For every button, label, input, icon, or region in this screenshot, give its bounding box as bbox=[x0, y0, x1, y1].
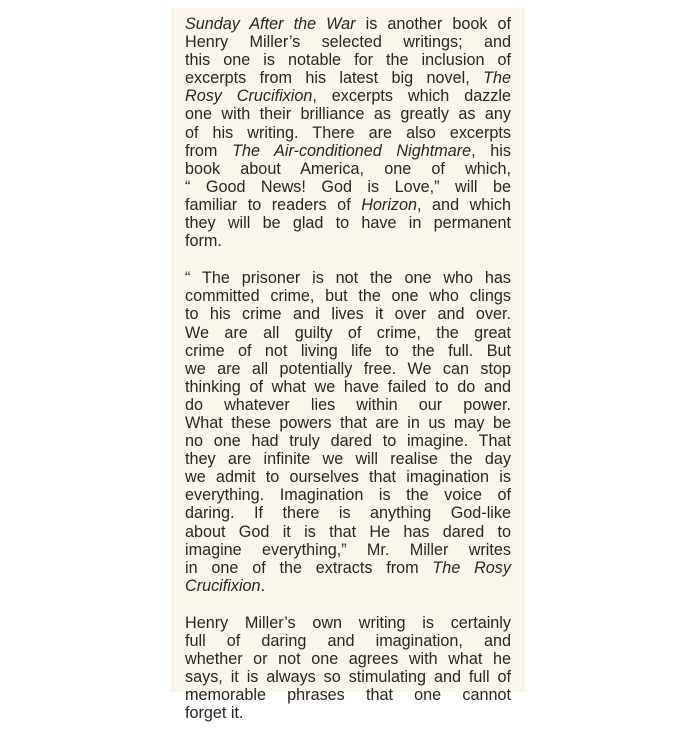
text-line bbox=[185, 160, 511, 178]
text-line bbox=[185, 51, 511, 69]
italic-title-text: The bbox=[483, 69, 511, 88]
text-segment: Henry Miller’s selected writings; and bbox=[185, 33, 511, 52]
text-segment: one with their brilliance as greatly as any bbox=[185, 105, 511, 124]
text-line bbox=[185, 450, 511, 468]
text-line bbox=[185, 486, 511, 504]
text-segment: is another book of bbox=[355, 15, 511, 33]
text-segment: form. bbox=[185, 232, 222, 251]
article-text bbox=[185, 15, 511, 741]
text-segment: imagine everything,” Mr. Miller writes bbox=[185, 540, 511, 559]
text-line bbox=[185, 287, 511, 305]
italic-title-text: Rosy Crucifixion bbox=[185, 87, 313, 106]
text-segment: committed crime, but the one who clings bbox=[185, 287, 511, 306]
text-segment: they will be glad to have in permanent bbox=[185, 214, 511, 233]
text-segment: , excerpts which dazzle bbox=[312, 87, 511, 106]
text-segment: whether or not one agrees with what he bbox=[185, 650, 511, 669]
text-segment: we are all potentially free. We can stop bbox=[185, 359, 511, 378]
text-segment: says, it is always so stimulating and full of bbox=[185, 668, 511, 687]
text-segment: memorable phrases that one cannot bbox=[185, 686, 511, 705]
text-line bbox=[185, 324, 511, 342]
text-segment: do whatever lies within our power. bbox=[185, 395, 511, 414]
text-line bbox=[185, 178, 511, 196]
text-line bbox=[185, 232, 511, 250]
text-segment: excerpts from his latest big novel, bbox=[185, 69, 484, 88]
text-line bbox=[185, 523, 511, 541]
text-line bbox=[185, 305, 511, 323]
text-segment: this one is notable for the inclusion of bbox=[185, 51, 511, 70]
text-segment: thinking of what we have failed to do and bbox=[185, 377, 511, 396]
text-line bbox=[185, 69, 511, 87]
text-line bbox=[185, 414, 511, 432]
text-segment: about God it is that He has dared to bbox=[185, 522, 511, 541]
text-line bbox=[185, 269, 511, 287]
text-line bbox=[185, 577, 511, 595]
text-line bbox=[185, 396, 511, 414]
text-line bbox=[185, 342, 511, 360]
text-segment: “ Good News! God is Love,” will be bbox=[185, 177, 511, 196]
text-segment: everything. Imagination is the voice of bbox=[185, 486, 511, 505]
text-line bbox=[185, 87, 511, 105]
text-line bbox=[185, 504, 511, 522]
text-line bbox=[185, 541, 511, 559]
text-line bbox=[185, 105, 511, 123]
text-line bbox=[185, 378, 511, 396]
text-line bbox=[185, 668, 511, 686]
text-line bbox=[185, 124, 511, 142]
text-line bbox=[185, 214, 511, 232]
text-line bbox=[185, 614, 511, 632]
text-line bbox=[185, 632, 511, 650]
text-line bbox=[185, 650, 511, 668]
text-line bbox=[185, 432, 511, 450]
text-line bbox=[185, 686, 511, 704]
text-segment: , his bbox=[471, 141, 511, 160]
text-segment: daring. If there is anything God-like bbox=[185, 504, 511, 523]
text-line bbox=[185, 559, 511, 577]
italic-title-text: The Air-conditioned Nightmare bbox=[232, 141, 472, 160]
text-line bbox=[185, 196, 511, 214]
text-segment: full of daring and imagination, and bbox=[185, 632, 511, 650]
italic-title-text: Crucifixion bbox=[185, 576, 261, 595]
italic-title-text: Horizon bbox=[361, 195, 418, 214]
text-segment: , and which bbox=[417, 195, 511, 214]
text-segment: . bbox=[260, 576, 266, 595]
text-segment: forget it. bbox=[185, 704, 244, 723]
text-segment: no one had truly dared to imagine. That bbox=[185, 432, 511, 451]
text-line bbox=[185, 704, 511, 722]
text-line bbox=[185, 15, 511, 33]
text-line bbox=[185, 468, 511, 486]
text-segment: of his writing. There are also excerpts bbox=[185, 123, 511, 142]
paragraph-2 bbox=[185, 269, 511, 595]
text-segment: book about America, one of which, bbox=[185, 159, 511, 178]
italic-title-text: Sunday After the War bbox=[185, 15, 356, 33]
text-segment: We are all guilty of crime, the great bbox=[185, 323, 511, 342]
text-segment: Henry Miller’s own writing is certainly bbox=[185, 613, 511, 632]
paragraph-1 bbox=[185, 15, 511, 250]
text-line bbox=[185, 142, 511, 160]
paragraph-3 bbox=[185, 614, 511, 723]
text-segment: What these powers that are in us may be bbox=[185, 413, 511, 432]
italic-title-text: The Rosy bbox=[432, 558, 511, 577]
text-line bbox=[185, 33, 511, 51]
text-segment: “ The prisoner is not the one who has bbox=[185, 269, 511, 288]
text-segment: familiar to readers of bbox=[185, 195, 362, 214]
text-line bbox=[185, 360, 511, 378]
text-segment: from bbox=[185, 141, 233, 160]
text-segment: in one of the extracts from bbox=[185, 558, 433, 577]
text-segment: we admit to ourselves that imagination is bbox=[185, 468, 511, 487]
text-segment: crime of not living life to the full. But bbox=[185, 341, 511, 360]
text-segment: to his crime and lives it over and over. bbox=[185, 305, 511, 324]
text-segment: they are infinite we will realise the day bbox=[185, 450, 511, 469]
